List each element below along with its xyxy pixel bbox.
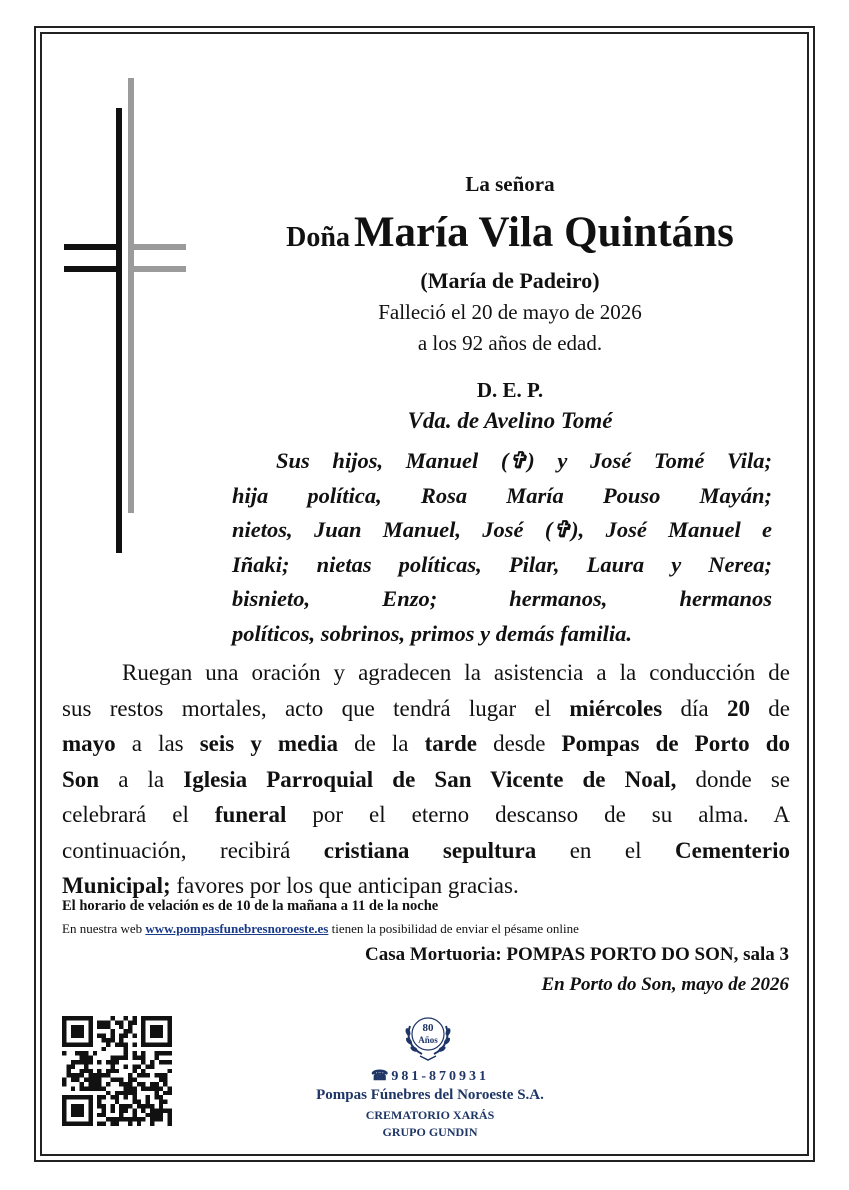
badge-text: Años	[418, 1035, 438, 1045]
family-line: bisnieto, Enzo; hermanos, hermanos	[232, 586, 772, 611]
ceremony-line: continuación, recibirá cristiana sepultura en el Cementerio	[62, 837, 790, 863]
age-line: a los 92 años de edad.	[417, 331, 603, 355]
badge-number: 80	[422, 1022, 434, 1034]
ceremony-line: Municipal; favores por los que anticipan gracias.	[62, 873, 519, 898]
phone-number[interactable]: ☎981-870931	[370, 1069, 490, 1084]
family-line: Sus hijos, Manuel (✞) y José Tomé Vila;	[276, 448, 772, 473]
company-name: Pompas Fúnebres del Noroeste S.A.	[316, 1087, 544, 1103]
group-name: GRUPO GUNDIN	[382, 1125, 478, 1139]
condolence-web-note: En nuestra web www.pompasfunebresnoroeste.es tienen la posibilidad de enviar el pésame online	[62, 921, 579, 936]
website-link[interactable]: www.pompasfunebresnoroeste.es	[145, 921, 329, 936]
death-date: Falleció el 20 de mayo de 2026	[378, 300, 642, 324]
family-line: políticos, sobrinos, primos y demás familia.	[232, 620, 633, 646]
deceased-name: María Vila Quintáns	[353, 209, 734, 256]
cross-icon	[60, 78, 195, 558]
vigil-hours: El horario de velación es de 10 de la mañana a 11 de la noche	[62, 898, 439, 914]
ceremony-line: sus restos mortales, acto que tendrá lugar el miércoles día 20 de	[62, 695, 790, 721]
ceremony-line: celebrará el funeral por el eterno descanso de su alma. A	[62, 802, 790, 827]
intro-text: La señora	[465, 172, 555, 196]
ceremony-line: Ruegan una oración y agradecen la asistencia a la conducción de	[122, 660, 790, 685]
qr-code-icon[interactable]	[62, 1016, 172, 1126]
deceased-name-line	[230, 208, 790, 257]
family-line: nietos, Juan Manuel, José (✞), José Manuel e	[232, 517, 772, 542]
rip-text: D. E. P.	[476, 378, 544, 402]
name-prefix: Doña	[286, 222, 350, 253]
funeral-home: Casa Mortuoria: POMPAS PORTO DO SON, sala 3	[364, 944, 789, 965]
family-list	[232, 444, 772, 651]
widow-of: Vda. de Avelino Tomé	[407, 408, 613, 433]
ceremony-line: mayo a las seis y media de la tarde desde Pompas de Porto do	[62, 731, 790, 756]
ceremony-line: Son a la Iglesia Parroquial de San Vicente de Noal, donde se	[62, 766, 790, 792]
family-line: Iñaki; nietas políticas, Pilar, Laura y Nerea;	[232, 551, 772, 577]
ceremony-details	[62, 655, 790, 904]
family-line: hija política, Rosa María Pouso Mayán;	[232, 482, 772, 508]
place-date: En Porto do Son, mayo de 2026	[541, 974, 789, 995]
crematorium-name: CREMATORIO XARÁS	[365, 1108, 495, 1122]
nickname: (María de Padeiro)	[420, 268, 600, 293]
